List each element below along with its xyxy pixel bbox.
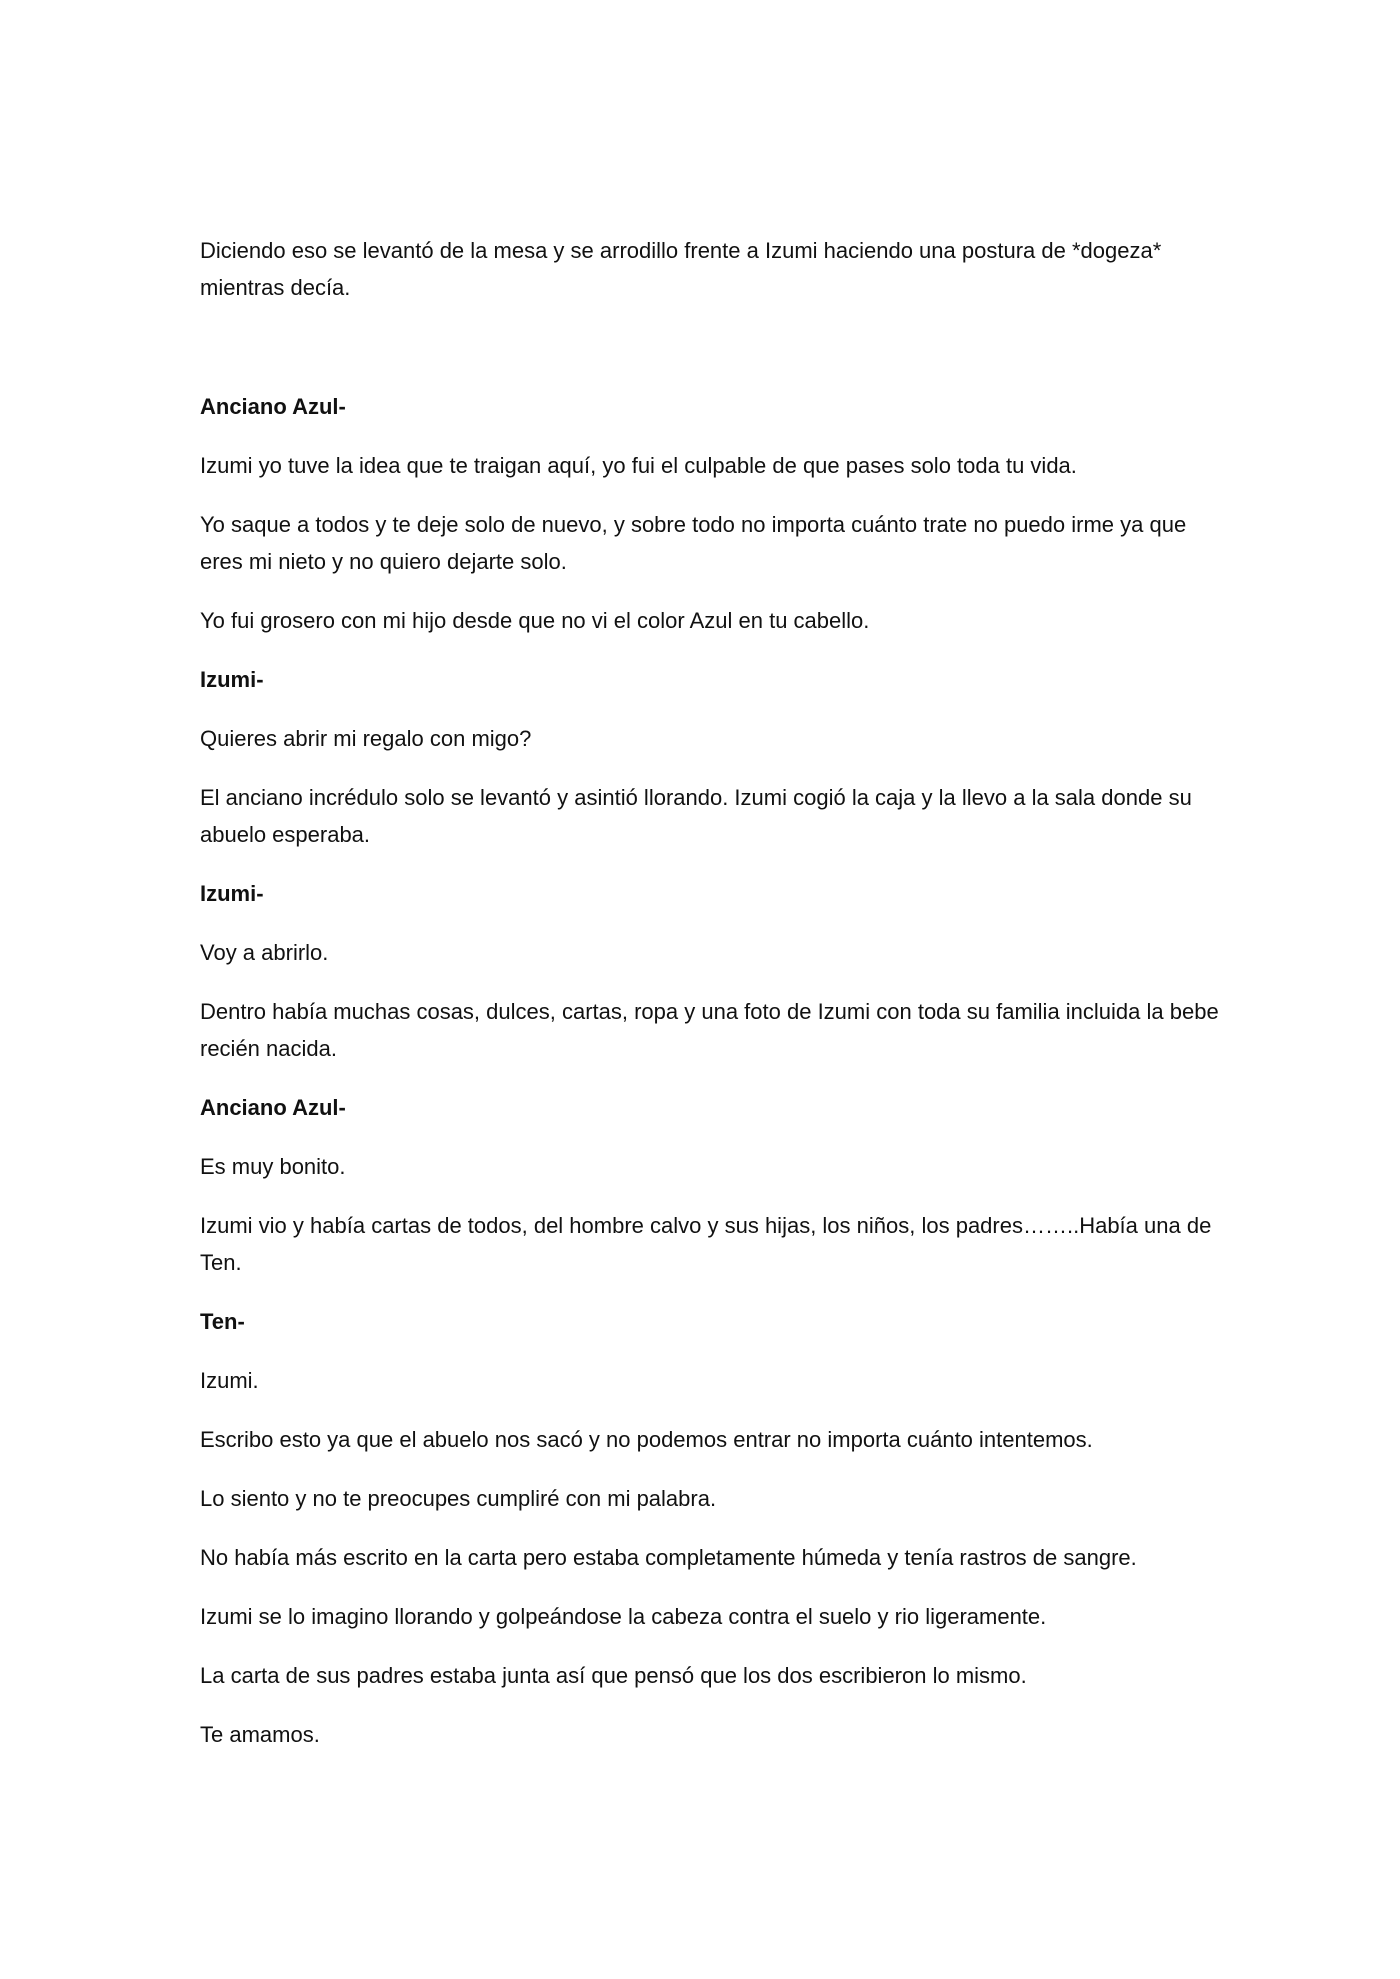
letter-paragraph: Escribo esto ya que el abuelo nos sacó y no podemos entrar no importa cuánto intentemos. (200, 1427, 1093, 1452)
speaker-label: Ten- (200, 1309, 245, 1334)
dialogue-paragraph: Quieres abrir mi regalo con migo? (200, 726, 532, 751)
letter-paragraph: Lo siento y no te preocupes cumpliré con mi palabra. (200, 1486, 717, 1511)
narration-paragraph: La carta de sus padres estaba junta así que pensó que los dos escribieron lo mismo. (200, 1663, 1027, 1688)
dialogue-paragraph: Izumi yo tuve la idea que te traigan aquí, yo fui el culpable de que pases solo toda tu vida. (200, 453, 1077, 478)
speaker-label: Izumi- (200, 881, 264, 906)
dialogue-paragraph: Voy a abrirlo. (200, 940, 329, 965)
speaker-label: Izumi- (200, 667, 264, 692)
speaker-label: Anciano Azul- (200, 1095, 346, 1120)
dialogue-paragraph: Yo fui grosero con mi hijo desde que no vi el color Azul en tu cabello. (200, 608, 870, 633)
document-body (200, 232, 1220, 1775)
narration-paragraph: Diciendo eso se levantó de la mesa y se arrodillo frente a Izumi haciendo una postura de *dogeza* mientras decía. (200, 238, 1162, 300)
narration-paragraph: Izumi vio y había cartas de todos, del hombre calvo y sus hijas, los niños, los padres……..Había una de Ten. (200, 1213, 1212, 1275)
dialogue-paragraph: Es muy bonito. (200, 1154, 346, 1179)
narration-paragraph: Dentro había muchas cosas, dulces, cartas, ropa y una foto de Izumi con toda su familia incluida la bebe recién nacida. (200, 999, 1219, 1061)
narration-paragraph: El anciano incrédulo solo se levantó y asintió llorando. Izumi cogió la caja y la llevo a la sala donde su abuelo esperaba. (200, 785, 1192, 847)
dialogue-paragraph: Yo saque a todos y te deje solo de nuevo, y sobre todo no importa cuánto trate no puedo irme ya que eres mi nieto y no quiero dejarte solo. (200, 512, 1187, 574)
narration-paragraph: No había más escrito en la carta pero estaba completamente húmeda y tenía rastros de sangre. (200, 1545, 1137, 1570)
narration-paragraph: Izumi se lo imagino llorando y golpeándose la cabeza contra el suelo y rio ligeramente. (200, 1604, 1047, 1629)
letter-paragraph: Te amamos. (200, 1722, 320, 1747)
speaker-label: Anciano Azul- (200, 394, 346, 419)
letter-paragraph: Izumi. (200, 1368, 259, 1393)
